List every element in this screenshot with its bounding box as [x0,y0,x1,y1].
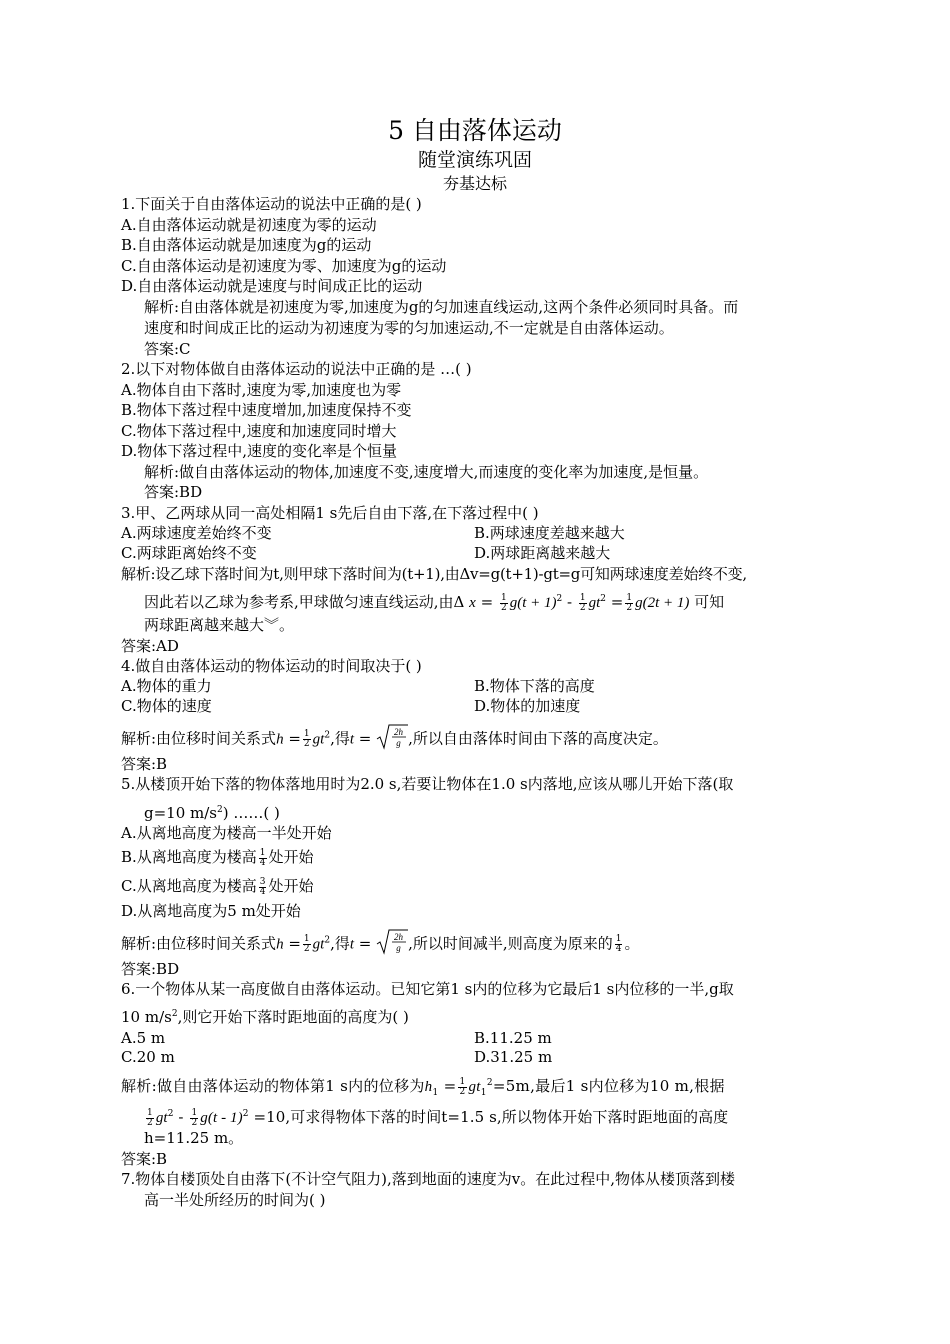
q5-option-b [121,847,314,868]
sqrt-num: 2h [394,727,404,737]
q4-option-c: C.物体的速度 [121,697,212,715]
frac-den: 2 [579,602,586,613]
frac-den: 2 [147,1117,153,1128]
frac-three-quarters [259,878,267,897]
frac-den: 4 [615,944,622,954]
q6-explanation-line2 [144,1104,728,1128]
math-gt1: gt [468,1079,481,1095]
math-eq10: =10 [253,1108,286,1126]
math-eq: = [358,729,372,748]
q3-explanation-line2 [144,589,724,613]
math-squared: 2 [242,1109,249,1119]
frac-num: 1 [500,592,507,603]
q4-exp-text: ,得 [330,729,350,748]
frac-num: 1 [459,1076,466,1087]
math-g: g [200,1110,208,1126]
math-gt: gt [155,1110,168,1126]
frac-den: 2 [303,739,310,749]
q4-exp-text: 解析:由位移时间关系式 [121,729,277,748]
frac-num: 1 [303,934,310,944]
math-eq: = [443,1077,457,1095]
math-2t-plus-1: (2t + 1) [642,595,690,611]
frac-half [625,594,633,613]
q6-option-c: C.20 m [121,1048,175,1066]
sqrt-den: g [396,943,401,953]
frac-den: 2 [500,602,507,613]
q7-stem-line2: 高一半处所经历的时间为( ) [144,1191,326,1209]
math-g: g [509,595,518,611]
q6-exp-text: =5m,最后1 s内位移为10 m,根据 [492,1077,725,1095]
q6-exp-text: ,可求得物体下落的时间t=1.5 s,所以物体开始下落时距地面的高度 [285,1108,729,1126]
q6-option-d: D.31.25 m [474,1048,553,1066]
q4-answer: 答案:B [121,755,168,773]
frac-half [303,935,311,954]
math-h1: h [424,1079,433,1095]
math-squared: 2 [324,730,331,741]
math-gt: gt [312,731,325,748]
q5-option-text: C.从离地高度为楼高 [121,877,257,895]
math-eq: = [480,593,494,611]
q3-option-d: D.两球距离越来越大 [474,544,611,562]
math-minus: - [178,1108,184,1126]
q1-option-a: A.自由落体运动就是初速度为零的运动 [121,216,377,234]
q3-exp-text: 因此若以乙球为参考系,甲球做匀速直线运动,由Δ [144,593,465,611]
math-squared: 2 [324,935,331,946]
q3-explanation-line3: 两球距离越来越大︾。 [144,616,295,634]
math-squared: 2 [171,1009,178,1019]
math-h: h [276,731,284,748]
q5-stem-line1: 5.从楼顶开始下落的物体落地用时为2.0 s,若要让物体在1.0 s内落地,应该从哪儿开始下落(取 [121,775,734,793]
math-g: g [635,595,643,611]
q5-option-text: B.从离地高度为楼高 [121,848,257,866]
q5-option-d: D.从离地高度为5 m处开始 [121,902,301,920]
subsection-title: 夯基达标 [442,174,507,193]
q1-option-d: D.自由落体运动就是速度与时间成正比的运动 [121,277,423,295]
q5-stem-text: g=10 m/s [144,804,218,822]
math-squared: 2 [600,594,606,604]
frac-num: 1 [615,934,622,944]
math-gt: gt [588,595,601,611]
sqrt-sign [376,929,408,955]
q3-option-c: C.两球距离始终不变 [121,544,257,562]
q6-answer: 答案:B [121,1150,168,1168]
math-squared: 2 [486,1078,493,1088]
math-x: x [469,595,476,611]
frac-den: 2 [303,944,310,954]
q6-option-a: A.5 m [121,1029,166,1047]
math-minus: - [567,593,573,611]
q5-stem-text: ) ……( ) [222,804,280,822]
math-t-minus-1: (t - 1) [207,1110,243,1126]
sqrt-sign [376,724,408,750]
frac-quarter [615,935,623,954]
q3-exp-text: 可知 [694,593,725,611]
q2-option-c: C.物体下落过程中,速度和加速度同时增大 [121,422,397,440]
q5-exp-text: 解析:由位移时间关系式 [121,934,277,953]
math-sub-1: 1 [432,1088,439,1098]
q5-option-c [121,876,313,897]
q5-explanation [121,929,639,960]
frac-den: 2 [191,1117,198,1128]
q2-stem: 2.以下对物体做自由落体运动的说法中正确的是 …( ) [121,360,472,378]
frac-den: 4 [259,886,266,897]
frac-den: 2 [626,602,633,613]
frac-half [579,594,587,613]
q5-exp-text: ,得 [330,934,350,953]
q1-answer: 答案:C [144,340,191,358]
section-title: 随堂演练巩固 [417,149,532,171]
q5-exp-text: ,所以时间减半,则高度为原来的 [408,934,613,953]
q3-answer: 答案:AD [121,637,179,655]
frac-half [458,1078,466,1097]
sqrt-den: g [396,738,401,748]
math-eq: = [288,934,301,953]
q6-exp-text: 解析:做自由落体运动的物体第1 s内的位移为 [121,1077,425,1095]
math-t-plus-1: (t + 1) [517,595,557,611]
frac-half [500,594,508,613]
chapter-title: 5 自由落体运动 [388,116,562,145]
q1-explanation-line2: 速度和时间成正比的运动为初速度为零的匀加速运动,不一定就是自由落体运动。 [144,319,674,337]
q4-stem: 4.做自由落体运动的物体运动的时间取决于( ) [121,657,422,675]
q4-explanation [121,724,668,755]
math-t: t [349,936,355,953]
frac-half [190,1109,198,1128]
sqrt-num: 2h [394,932,404,942]
q5-option-text: 处开始 [268,877,314,895]
q6-stem-line2 [121,1004,409,1027]
q4-exp-text: ,所以自由落体时间由下落的高度决定。 [408,729,668,748]
frac-quarter [259,849,267,868]
q5-option-text: 处开始 [268,848,314,866]
q6-stem-text: ,则它开始下落时距地面的高度为( ) [177,1008,409,1026]
q5-option-a: A.从离地高度为楼高一半处开始 [121,824,332,842]
math-gt: gt [312,936,325,953]
q1-explanation-line1: 解析:自由落体就是初速度为零,加速度为g的匀加速直线运动,这两个条件必须同时具备。而 [144,298,739,316]
frac-num: 1 [303,729,310,739]
q3-option-a: A.两球速度差始终不变 [121,524,272,542]
sqrt-expression [376,929,408,960]
frac-num: 1 [626,592,633,603]
frac-num: 1 [259,847,266,858]
math-eq: = [358,934,372,953]
frac-den: 2 [459,1086,466,1097]
q4-option-b: B.物体下落的高度 [474,677,595,695]
q2-explanation: 解析:做自由落体运动的物体,加速度不变,速度增大,而速度的变化率为加速度,是恒量。 [144,463,709,481]
q6-stem-text: 10 m/s [121,1008,172,1026]
math-squared: 2 [217,805,223,815]
math-eq: = [288,729,301,748]
math-sub-1: 1 [480,1088,487,1098]
frac-den: 4 [259,857,266,868]
q6-explanation-line1 [121,1073,725,1103]
q2-option-d: D.物体下落过程中,速度的变化率是个恒量 [121,442,398,460]
math-eq: = [610,593,624,611]
q2-option-a: A.物体自由下落时,速度为零,加速度也为零 [121,381,402,399]
q6-stem-line1: 6.一个物体从某一高度做自由落体运动。已知它第1 s内的位移为它最后1 s内位移的一半,g取 [121,980,734,998]
math-h: h [276,936,284,953]
frac-half [303,730,311,749]
q3-option-b: B.两球速度差越来越大 [474,524,625,542]
frac-num: 1 [579,592,586,603]
math-t: t [349,731,355,748]
frac-num: 3 [259,876,266,887]
sqrt-expression [376,724,408,755]
q1-option-b: B.自由落体运动就是加速度为g的运动 [121,236,372,254]
frac-half [146,1109,154,1128]
frac-num: 1 [147,1107,153,1118]
q2-option-b: B.物体下落过程中速度增加,加速度保持不变 [121,401,412,419]
q4-option-a: A.物体的重力 [121,677,212,695]
q7-stem-line1: 7.物体自楼顶处自由落下(不计空气阻力),落到地面的速度为v。在此过程中,物体从楼顶落到楼 [121,1170,736,1188]
math-squared: 2 [167,1109,174,1119]
q5-stem-line2 [144,800,280,823]
q4-option-d: D.物体的加速度 [474,697,581,715]
q1-option-c: C.自由落体运动是初速度为零、加速度为g的运动 [121,257,447,275]
q6-explanation-line3: h=11.25 m。 [144,1129,244,1147]
q3-stem: 3.甲、乙两球从同一高处相隔1 s先后自由下落,在下落过程中( ) [121,504,539,522]
math-squared: 2 [556,594,563,604]
frac-num: 1 [191,1107,198,1118]
q6-option-b: B.11.25 m [474,1029,552,1047]
q3-explanation-line1: 解析:设乙球下落时间为t,则甲球下落时间为(t+1),由Δv=g(t+1)-gt=g可知两球速度差始终不变, [121,565,747,583]
q5-answer: 答案:BD [121,960,180,978]
q2-answer: 答案:BD [144,483,203,501]
q1-stem: 1.下面关于自由落体运动的说法中正确的是( ) [121,195,422,213]
q5-exp-text: 。 [624,934,640,953]
